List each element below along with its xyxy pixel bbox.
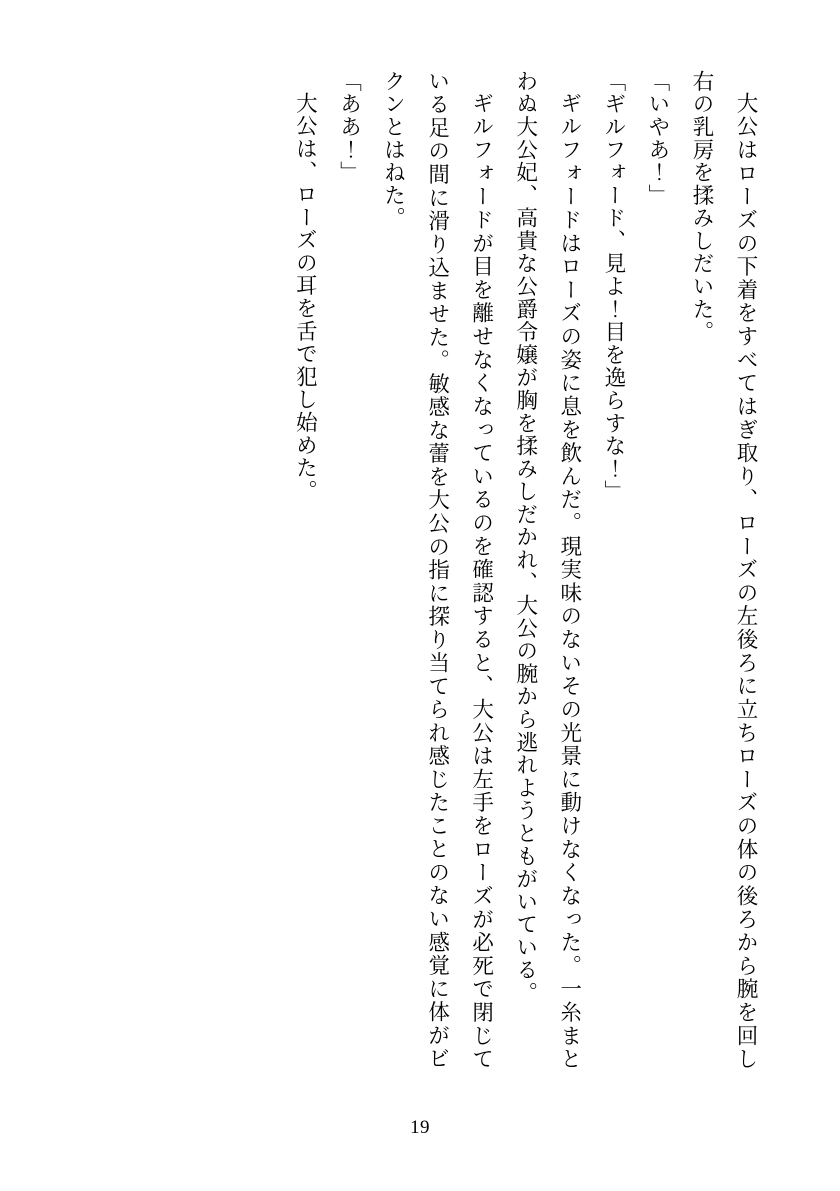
body-paragraph: ギルフォードはローズの姿に息を飲んだ。現実味のないその光景に動けなくなった。一糸まとわぬ大公妃、高貴な公爵令嬢が胸を揉みしだかれ、大公の腕から逃れようともがいている。 (513, 70, 582, 1070)
page-number: 19 (410, 1117, 430, 1138)
body-paragraph: 「いやあ！」 (645, 70, 670, 207)
body-paragraph: 大公はローズの下着をすべてはぎ取り、ローズの左後ろに立ちローズの体の後ろから腕を回し右の乳房を揉みしだいた。 (689, 70, 758, 1070)
body-paragraph: 大公は、ローズの耳を舌で犯し始めた。 (293, 91, 318, 502)
vertical-text-body (72, 70, 768, 1070)
body-paragraph: 「ギルフォード、見よ！目を逸らすな！」 (601, 70, 626, 504)
body-paragraph: ギルフォードが目を離せなくなっているのを確認すると、大公は左手をローズが必死で閉じている足の間に滑り込ませた。敏感な蕾を大公の指に探り当てられ感じたことのない感覚に体がビクンとはねた。 (381, 70, 494, 1070)
body-paragraph: 「ああ！」 (337, 70, 362, 184)
